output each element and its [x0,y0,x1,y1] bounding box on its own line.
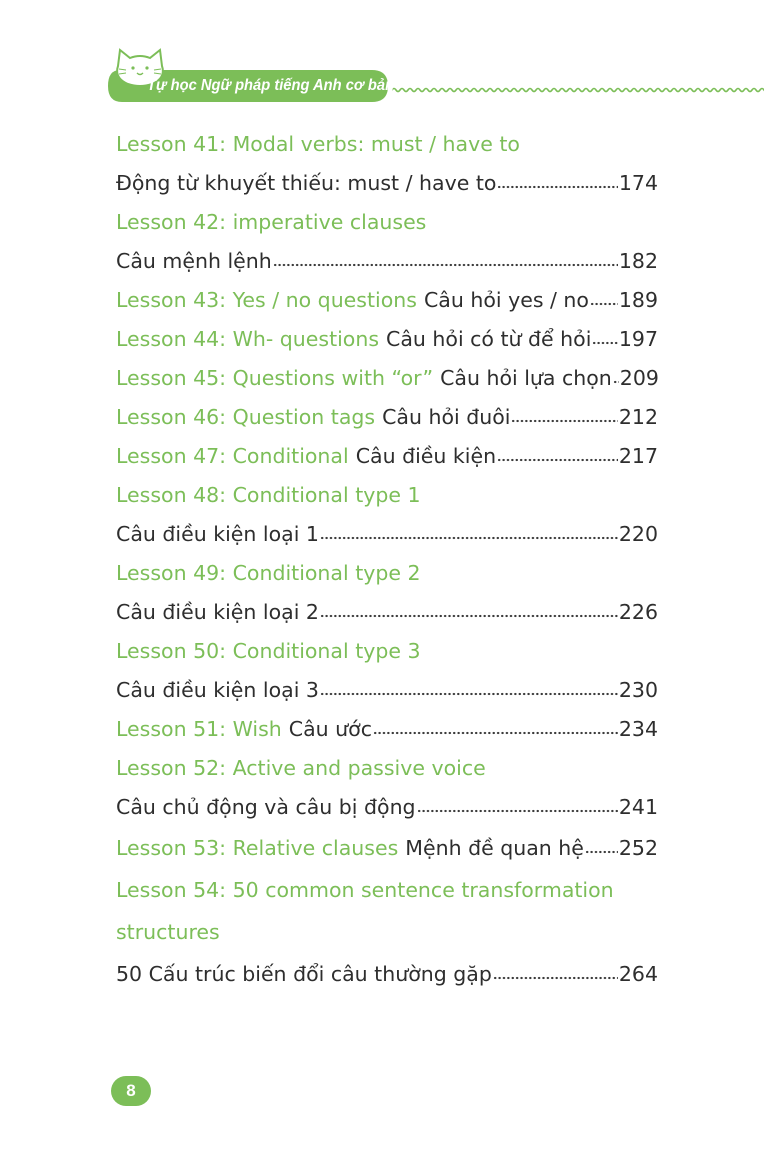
dot-leader [511,417,617,423]
lesson-description: Mệnh đề quan hệ [405,836,584,860]
dot-leader [585,848,618,854]
toc-row [116,559,658,587]
lesson-description: Câu điều kiện [355,444,497,468]
toc-row [116,286,658,314]
toc-row [116,442,658,470]
dot-leader [417,807,618,813]
toc-row [116,247,658,275]
toc-row [116,918,658,946]
lesson-title: Lesson 46: Question tags [116,405,376,429]
dot-leader [497,456,618,462]
lesson-title: Lesson 52: Active and passive voice [116,756,486,780]
page-ref: 212 [618,405,658,429]
lesson-title: structures [116,920,220,944]
lesson-title: Lesson 54: 50 common sentence transformation [116,878,614,902]
page-ref: 226 [618,600,658,624]
toc-row [116,876,658,904]
dot-leader [497,183,617,189]
toc-row [116,364,658,392]
page-header [0,0,764,110]
lesson-description: Động từ khuyết thiếu: must / have to [116,171,497,195]
lesson-title: Lesson 42: imperative clauses [116,210,427,234]
lesson-description: Câu điều kiện loại 3 [116,678,319,702]
lesson-title: Lesson 51: Wish [116,717,282,741]
dot-leader [590,300,618,306]
toc-row [116,520,658,548]
toc-row [116,208,658,236]
lesson-title: Lesson 43: Yes / no questions [116,288,417,312]
lesson-description: Câu chủ động và câu bị động [116,795,416,819]
lesson-description: Câu hỏi đuôi [382,405,511,429]
lesson-description: Câu điều kiện loại 2 [116,600,319,624]
dot-leader [373,729,618,735]
page-ref: 217 [618,444,658,468]
lesson-title: Lesson 45: Questions with “or” [116,366,434,390]
toc-row [116,169,658,197]
book-title: Tự học Ngữ pháp tiếng Anh cơ bản [147,77,395,94]
toc-row [116,598,658,626]
dot-leader [320,612,618,618]
toc-row [116,676,658,704]
page-ref: 209 [619,366,659,390]
lesson-title: Lesson 48: Conditional type 1 [116,483,421,507]
page-ref: 230 [618,678,658,702]
page-ref: 174 [618,171,658,195]
page-ref: 264 [618,962,658,986]
dot-leader [613,378,619,384]
toc-row [116,403,658,431]
dot-leader [273,261,618,267]
toc-row [116,834,658,862]
lesson-description: Câu điều kiện loại 1 [116,522,319,546]
lesson-description: Câu mệnh lệnh [116,249,272,273]
page-ref: 234 [618,717,658,741]
lesson-description: Câu hỏi có từ để hỏi [386,327,592,351]
lesson-title: Lesson 41: Modal verbs: must / have to [116,132,520,156]
lesson-title: Lesson 44: Wh- questions [116,327,380,351]
page-ref: 182 [618,249,658,273]
toc-row [116,960,658,988]
lesson-description: 50 Cấu trúc biến đổi câu thường gặp [116,962,492,986]
toc-row [116,481,658,509]
lesson-description: Câu hỏi lựa chọn [440,366,612,390]
dot-leader [493,974,618,980]
page-ref: 252 [618,836,658,860]
toc-row [116,130,658,158]
lesson-title: Lesson 47: Conditional [116,444,349,468]
lesson-title: Lesson 53: Relative clauses [116,836,399,860]
lesson-title: Lesson 49: Conditional type 2 [116,561,421,585]
toc-row [116,325,658,353]
toc-row [116,754,658,782]
dot-leader [592,339,617,345]
dot-leader [320,534,618,540]
page-number-badge: 8 [111,1076,151,1106]
page-ref: 197 [618,327,658,351]
lesson-description: Câu ước [288,717,372,741]
lesson-description: Câu hỏi yes / no [423,288,589,312]
dot-leader [320,690,618,696]
lesson-title: Lesson 50: Conditional type 3 [116,639,421,663]
toc-row [116,793,658,821]
toc-row [116,715,658,743]
page-ref: 189 [618,288,658,312]
page-ref: 220 [618,522,658,546]
toc-row [116,637,658,665]
page-ref: 241 [618,795,658,819]
